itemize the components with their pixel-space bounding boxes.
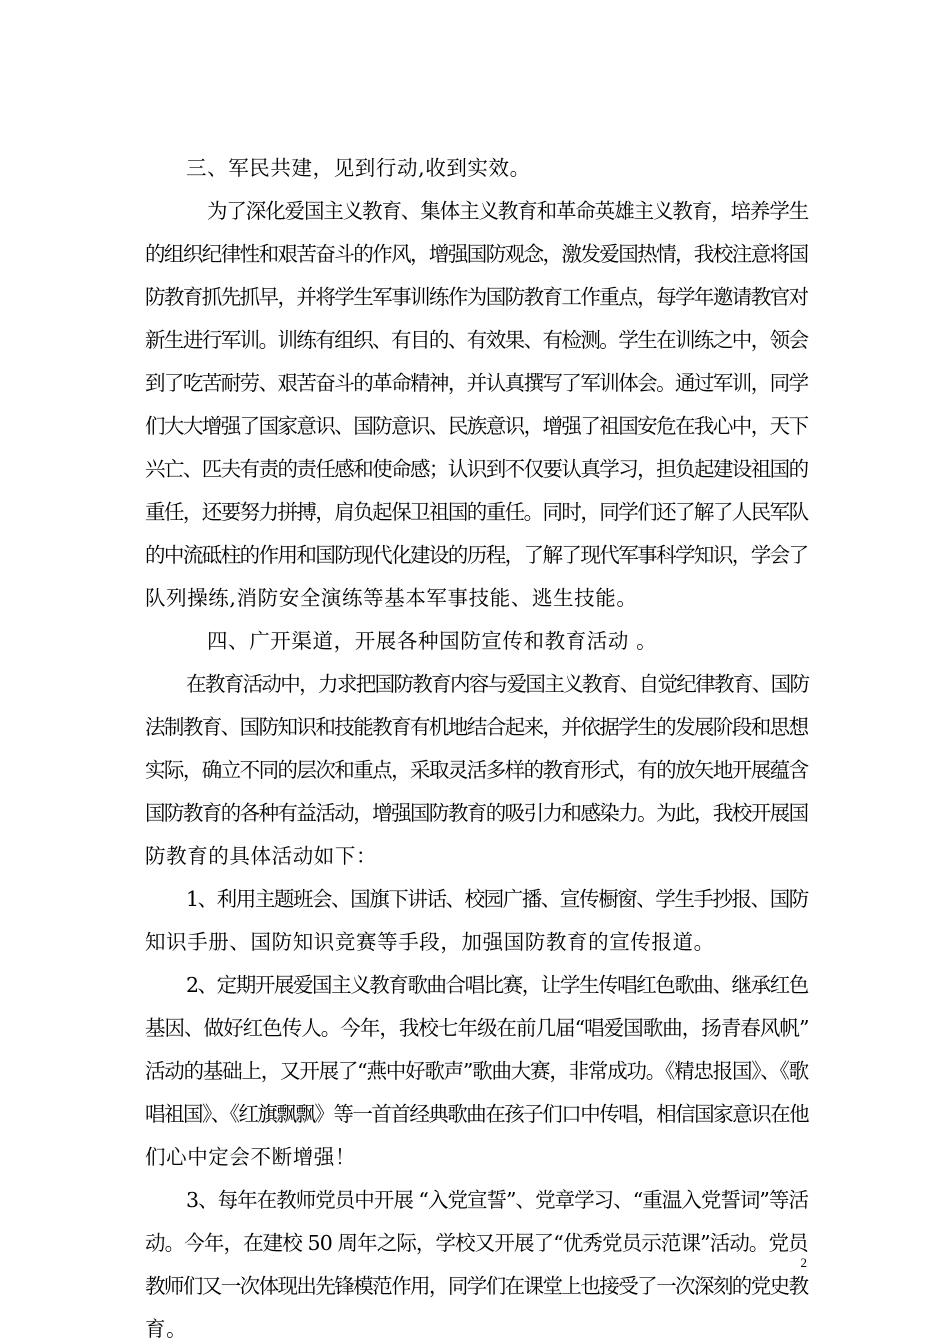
paragraph-line: 兴亡、匹夫有责的责任感和使命感；认识到不仅要认真学习，担负起建设祖国的	[145, 457, 808, 481]
paragraph-line: 到了吃苦耐劳、艰苦奋斗的革命精神，并认真撰写了军训体会。通过军训，同学	[145, 371, 808, 395]
list-item-1: 1、利用主题班会、国旗下讲话、校园广播、宣传橱窗、学生手抄报、国防	[186, 887, 808, 911]
page-number: 2	[800, 1255, 807, 1270]
paragraph-line: 为了深化爱国主义教育、集体主义教育和革命英雄主义教育，培养学生	[207, 199, 809, 223]
paragraph-line: 唱祖国》、《红旗飘飘》等一首首经典歌曲在孩子们口中传唱，相信国家意识在他	[145, 1102, 809, 1126]
paragraph-line: 防教育抓先抓早，并将学生军事训练作为国防教育工作重点，每学年邀请教官对	[145, 285, 808, 309]
paragraph-line: 新生进行军训。训练有组织、有目的、有效果、有检测。学生在训练之中，领会	[145, 328, 808, 352]
paragraph-line: 们心中定会不断增强！	[145, 1145, 356, 1169]
paragraph-line: 的组织纪律性和艰苦奋斗的作风，增强国防观念，激发爱国热情，我校注意将国	[145, 242, 808, 266]
paragraph-line: 活动的基础上，又开展了“燕中好歌声”歌曲大赛，非常成功。《精忠报国》、《歌	[145, 1059, 808, 1083]
paragraph-line: 动。今年，在建校 50 周年之际，学校又开展了“优秀党员示范课”活动。党员	[145, 1231, 808, 1255]
paragraph-line: 实际，确立不同的层次和重点，采取灵活多样的教育形式，有的放矢地开展蕴含	[145, 758, 808, 782]
list-item-3: 3、每年在教师党员中开展 “入党宣誓”、党章学习、“重温入党誓词”等活	[186, 1188, 808, 1212]
paragraph-line: 基因、做好红色传人。今年，我校七年级在前几届“唱爱国歌曲，扬青春风帆”	[145, 1016, 809, 1040]
paragraph-line: 国防教育的各种有益活动，增强国防教育的吸引力和感染力。为此，我校开展国	[145, 801, 808, 825]
list-item-2: 2、定期开展爱国主义教育歌曲合唱比赛，让学生传唱红色歌曲、继承红色	[186, 973, 808, 997]
paragraph-line: 重任，还要努力拼搏，肩负起保卫祖国的重任。同时，同学们还了解了人民军队	[145, 500, 808, 524]
paragraph-line: 法制教育、国防知识和技能教育有机地结合起来，并依据学生的发展阶段和思想	[145, 715, 808, 739]
paragraph-line: 队列操练,消防安全演练等基本军事技能、逃生技能。	[145, 586, 638, 610]
section-heading-3: 三、军民共建，见到行动,收到实效。	[186, 156, 531, 180]
paragraph-line: 在教育活动中，力求把国防教育内容与爱国主义教育、自觉纪律教育、国防	[186, 672, 809, 696]
paragraph-line: 知识手册、国防知识竞赛等手段，加强国防教育的宣传报道。	[145, 930, 715, 954]
section-heading-4: 四、广开渠道，开展各种国防宣传和教育活动 。	[207, 629, 658, 653]
paragraph-line: 育。	[145, 1317, 188, 1341]
paragraph-line: 的中流砥柱的作用和国防现代化建设的历程，了解了现代军事科学知识，学会了	[145, 543, 808, 567]
paragraph-line: 们大大增强了国家意识、国防意识、民族意识，增强了祖国安危在我心中，天下	[145, 414, 808, 438]
paragraph-line: 防教育的具体活动如下：	[145, 844, 378, 868]
paragraph-line: 教师们又一次体现出先锋模范作用，同学们在课堂上也接受了一次深刻的党史教	[145, 1274, 808, 1298]
